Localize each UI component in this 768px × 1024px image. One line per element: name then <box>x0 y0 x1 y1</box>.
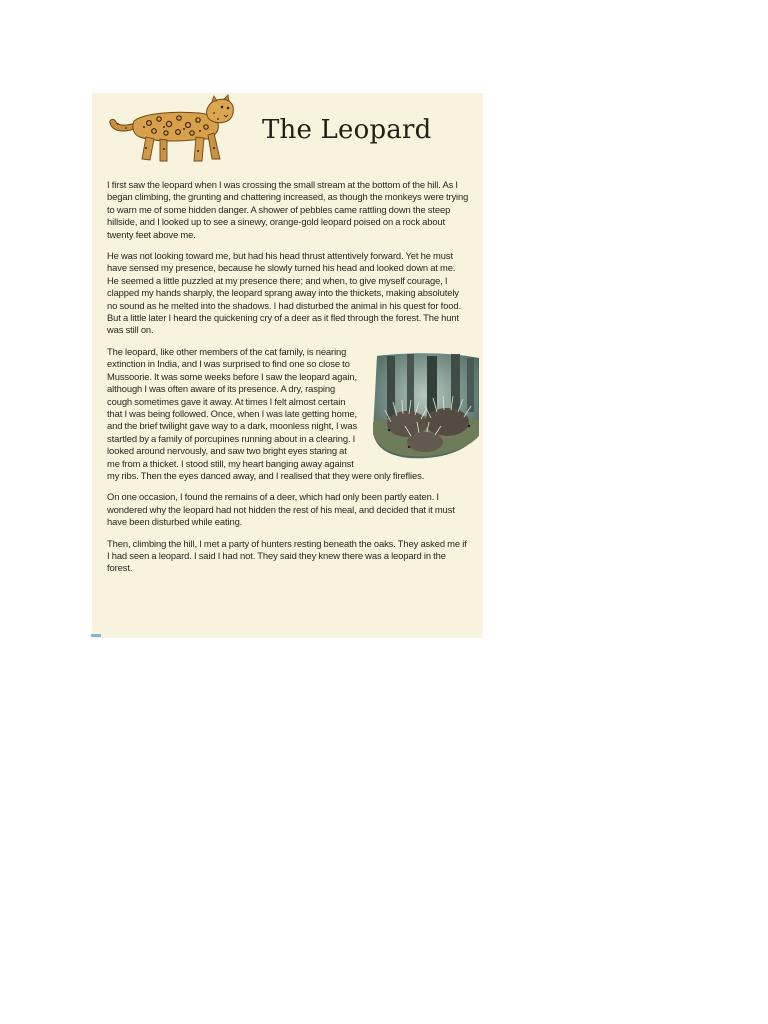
porcupine-icon <box>369 352 481 464</box>
paragraph: I first saw the leopard when I was crossing the small stream at the bottom of the hill. As I began climbing, the grunting and chattering increased, as though the monkeys were trying to warn me of some hidden danger. A shower of pebbles came rattling down the steep hillside, and I looked up to see a sinewy, orange-gold leopard poised on a rock about twenty feet above me. <box>107 179 469 240</box>
paragraph: He was not looking toward me, but had his head thrust attentively forward. Yet he must have sensed my presence, because he slowly turned his head and looked down at me. He seemed a little puzzled at my presence there; and when, to give myself courage, I clapped my hands sharply, the leopard sprang away into the thickets, making absolutely no sound as he melted into the shadows. I had disturbed the animal in his quest for food. But a little later I heard the quickening cry of a deer as it fled through the forest. The hunt was still on. <box>107 250 461 336</box>
leopard-icon <box>104 93 236 167</box>
page-header <box>92 93 483 173</box>
paragraph: On one occasion, I found the remains of a deer, which had only been partly eaten. I wondered why the leopard had not hidden the rest of his meal, and decided that it must have been disturbed while eating. <box>107 491 455 528</box>
paragraph-with-illustration <box>107 346 469 482</box>
paragraph: The leopard, like other members of the cat family, is nearing extinction in India, and I was surprised to find one so close to Mussoorie. It was some weeks before I saw the leopard again, although I was often aware of its presence. A dry, rasping cough sometimes gave it away. At times I felt almost certain that I was being followed. Once, when I was late getting home, and the brief twilight gave way to a dark, moonless night, I was startled by a family of porcupines running about in a clearing. I looked around nervously, and saw two bright eyes staring at me from a thicket. I stood still, my heart banging away against my ribs. Then the eyes danced away, and I realised that they were only fireflies. <box>107 345 425 481</box>
page-corner-marker <box>91 634 101 637</box>
paragraph: Then, climbing the hill, I met a party of hunters resting beneath the oaks. They asked me if I had seen a leopard. I said I had not. They said they knew there was a leopard in the forest. <box>107 537 467 574</box>
page-title: The Leopard <box>262 115 432 145</box>
book-page <box>92 93 483 638</box>
story-text <box>107 179 469 584</box>
